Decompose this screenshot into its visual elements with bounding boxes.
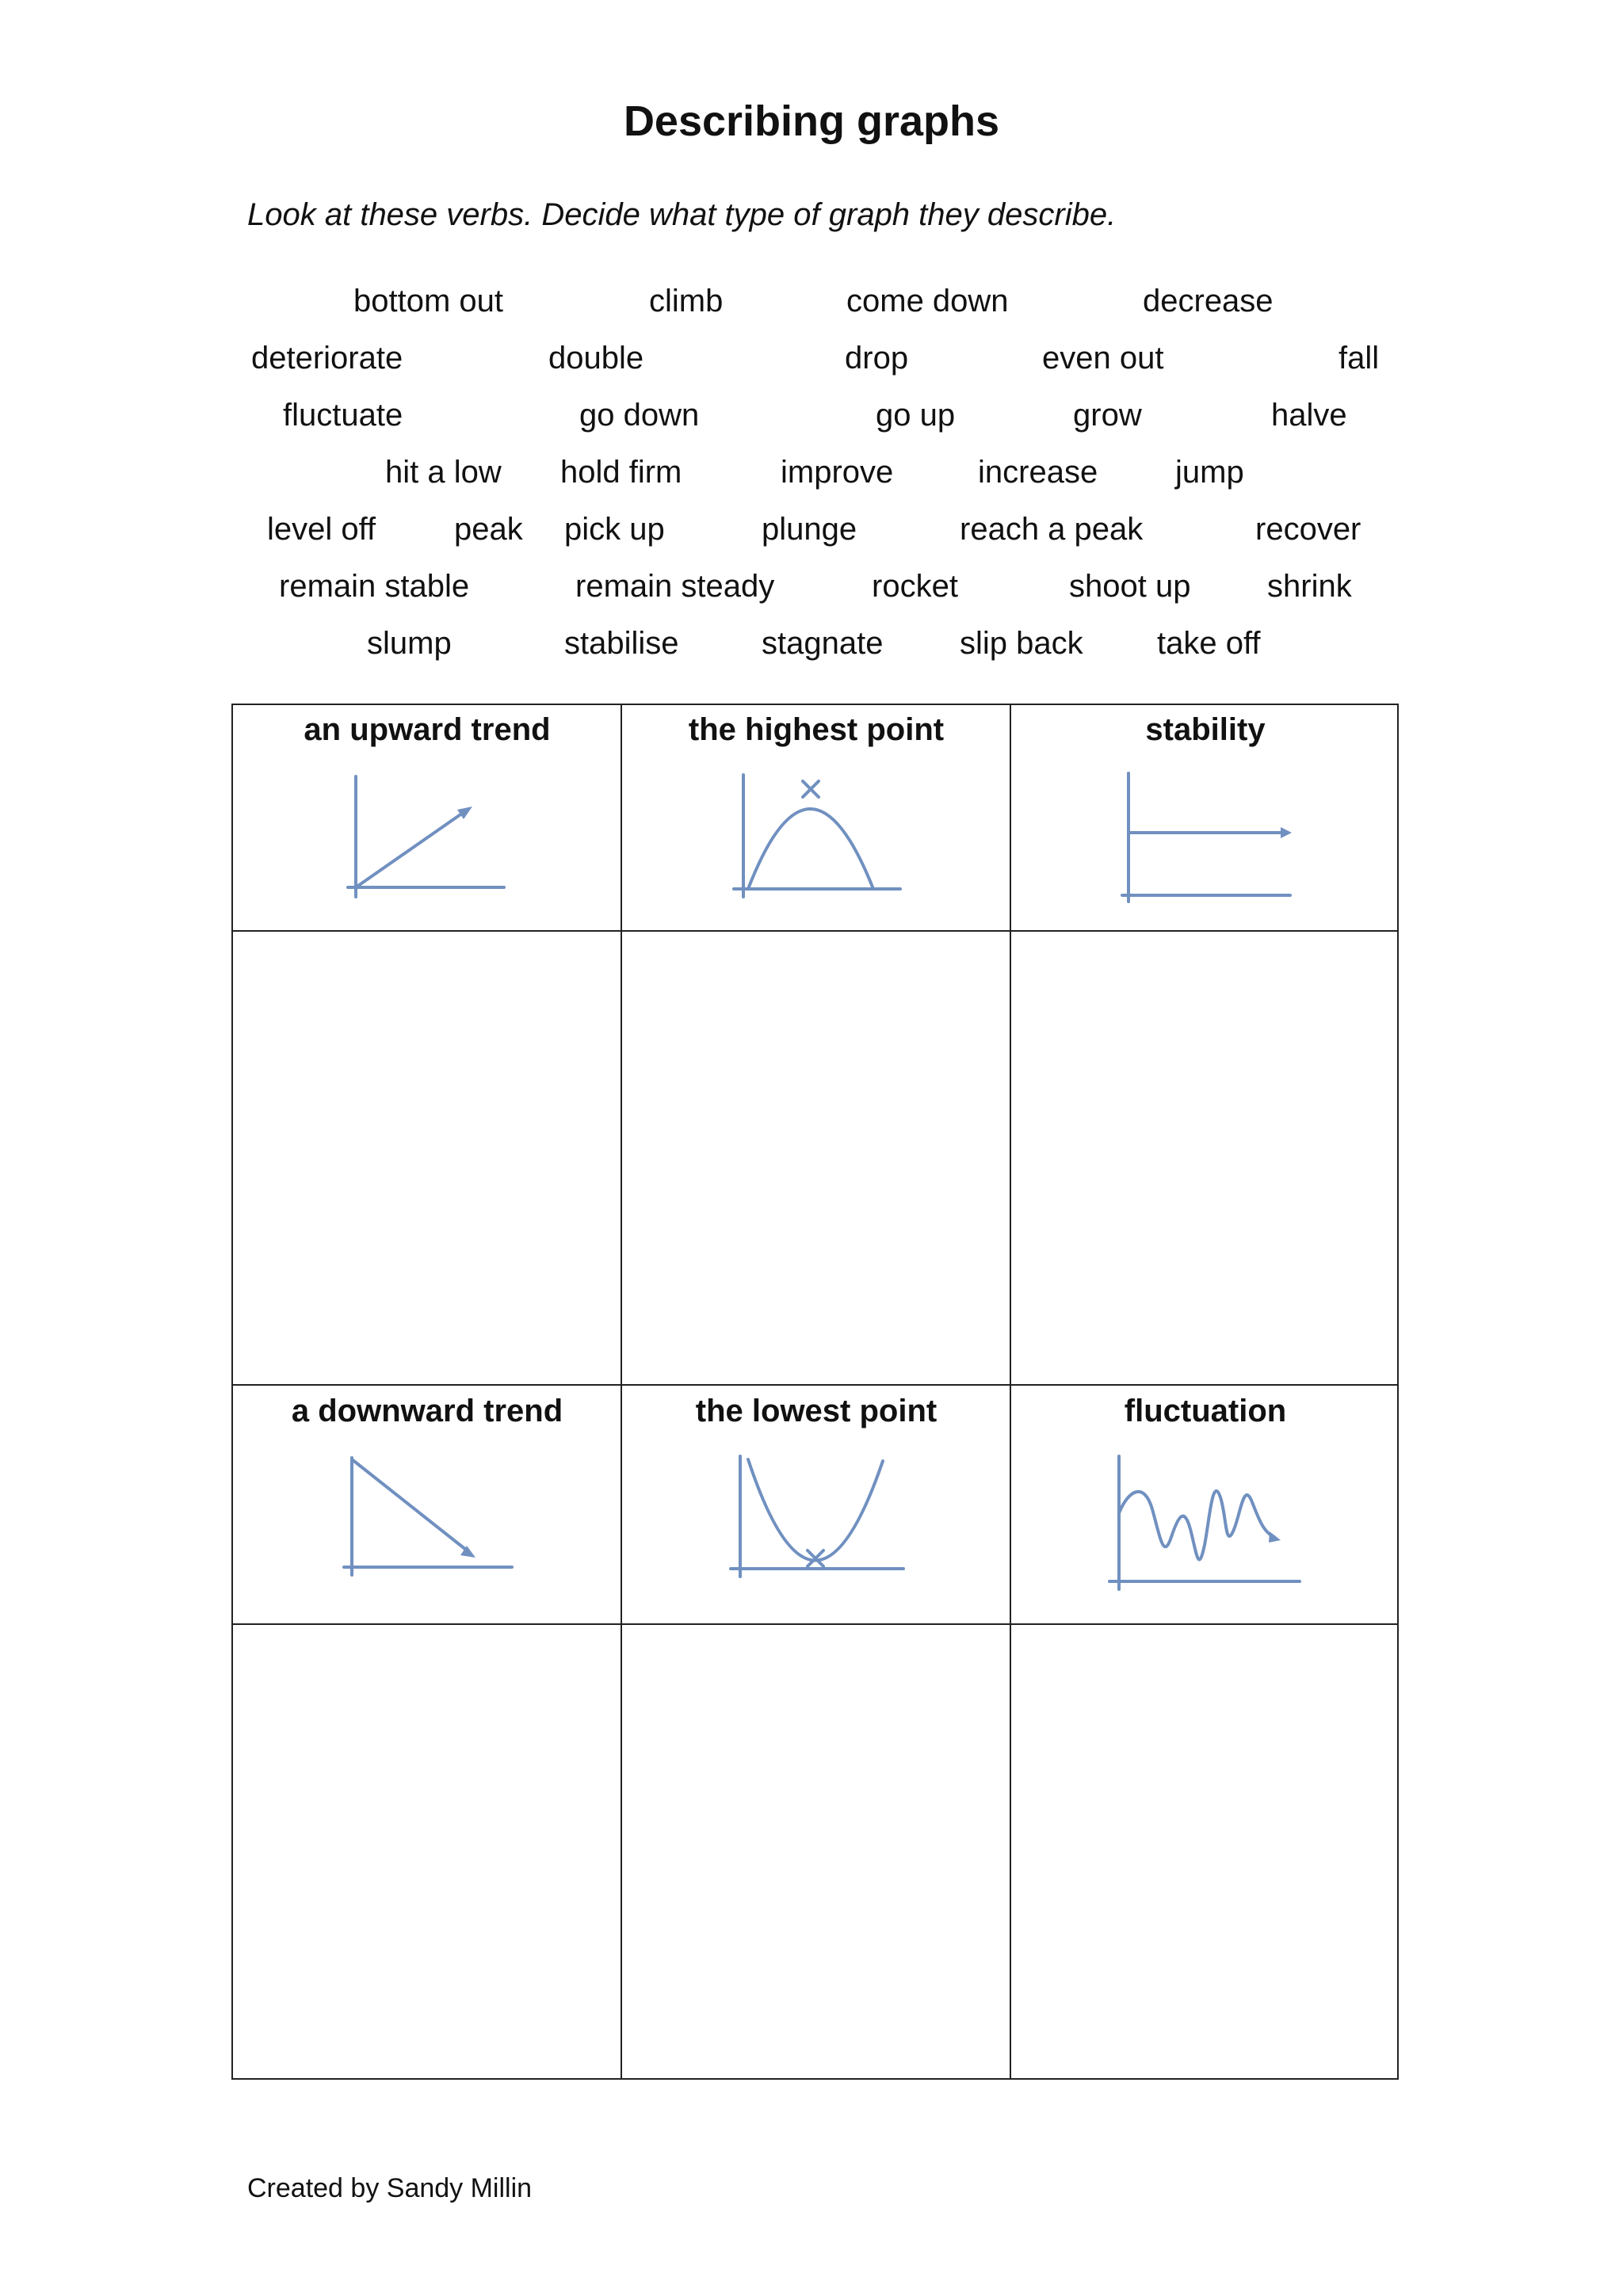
word-item: decrease	[1143, 284, 1274, 318]
answer-cell-fluctuation[interactable]	[1011, 1625, 1397, 2078]
word-item: plunge	[762, 512, 857, 547]
word-item: increase	[978, 455, 1098, 490]
upward-trend-graph-svg	[344, 769, 518, 911]
highest-point-graph-svg	[731, 769, 913, 911]
word-bank-row-5	[0, 509, 1623, 550]
word-bank-row-6	[0, 566, 1623, 607]
word-item: grow	[1073, 398, 1142, 433]
word-item: fluctuate	[283, 398, 403, 433]
downward-trend-graph-svg	[341, 1450, 523, 1585]
downward-trend-graph-icon	[341, 1450, 523, 1585]
stability-graph-icon	[1113, 769, 1303, 911]
word-item: jump	[1175, 455, 1244, 490]
upward-trend-graph-icon	[344, 769, 518, 911]
instruction-text: Look at these verbs. Decide what type of graph they describe.	[247, 197, 1117, 232]
word-item: shrink	[1267, 569, 1352, 604]
word-item: slip back	[960, 626, 1083, 661]
answer-cell-downward-trend[interactable]	[233, 1625, 621, 2078]
word-item: double	[548, 341, 644, 376]
word-item: hit a low	[385, 455, 502, 490]
answer-cell-lowest-point[interactable]	[622, 1625, 1010, 2078]
word-item: halve	[1271, 398, 1347, 433]
fluctuation-graph-svg	[1105, 1450, 1311, 1600]
word-item: remain stable	[279, 569, 470, 604]
word-item: stagnate	[762, 626, 884, 661]
word-item: recover	[1255, 512, 1361, 547]
word-item: drop	[845, 341, 909, 376]
word-item: peak	[454, 512, 523, 547]
stability-graph-svg	[1113, 769, 1303, 911]
category-header-stability: stability	[1145, 712, 1266, 747]
word-item: hold firm	[560, 455, 682, 490]
word-item: fall	[1338, 341, 1380, 376]
author-credit: Created by Sandy Millin	[247, 2173, 533, 2203]
word-item: remain steady	[575, 569, 775, 604]
category-header-highest-point: the highest point	[688, 712, 945, 747]
word-bank-row-1	[0, 280, 1623, 322]
word-item: take off	[1157, 626, 1261, 661]
lowest-point-graph-svg	[727, 1450, 918, 1585]
highest-point-graph-icon	[731, 769, 913, 911]
answer-cell-stability[interactable]	[1011, 932, 1397, 1384]
lowest-point-graph-icon	[727, 1450, 918, 1585]
table-divider	[233, 1384, 1397, 1386]
word-item: come down	[846, 284, 1009, 318]
word-item: go up	[876, 398, 956, 433]
word-item: shoot up	[1069, 569, 1191, 604]
word-bank-row-7	[0, 623, 1623, 664]
word-item: bottom out	[353, 284, 504, 318]
word-bank-row-4	[0, 452, 1623, 493]
word-item: improve	[781, 455, 894, 490]
word-item: level off	[267, 512, 376, 547]
word-item: pick up	[564, 512, 665, 547]
category-header-fluctuation: fluctuation	[1124, 1394, 1287, 1428]
fluctuation-graph-icon	[1105, 1450, 1311, 1600]
word-item: reach a peak	[960, 512, 1144, 547]
word-item: rocket	[872, 569, 958, 604]
word-item: slump	[367, 626, 452, 661]
category-table	[231, 704, 1399, 2080]
category-header-lowest-point: the lowest point	[695, 1394, 938, 1428]
word-item: even out	[1042, 341, 1164, 376]
page-title: Describing graphs	[623, 97, 1000, 145]
answer-cell-highest-point[interactable]	[622, 932, 1010, 1384]
answer-cell-upward-trend[interactable]	[233, 932, 621, 1384]
word-item: go down	[579, 398, 700, 433]
word-bank-row-2	[0, 338, 1623, 379]
word-item: deteriorate	[251, 341, 403, 376]
category-header-downward-trend: a downward trend	[291, 1394, 563, 1428]
word-item: climb	[649, 284, 724, 318]
word-bank-row-3	[0, 395, 1623, 436]
word-item: stabilise	[564, 626, 679, 661]
category-header-upward-trend: an upward trend	[304, 712, 551, 747]
